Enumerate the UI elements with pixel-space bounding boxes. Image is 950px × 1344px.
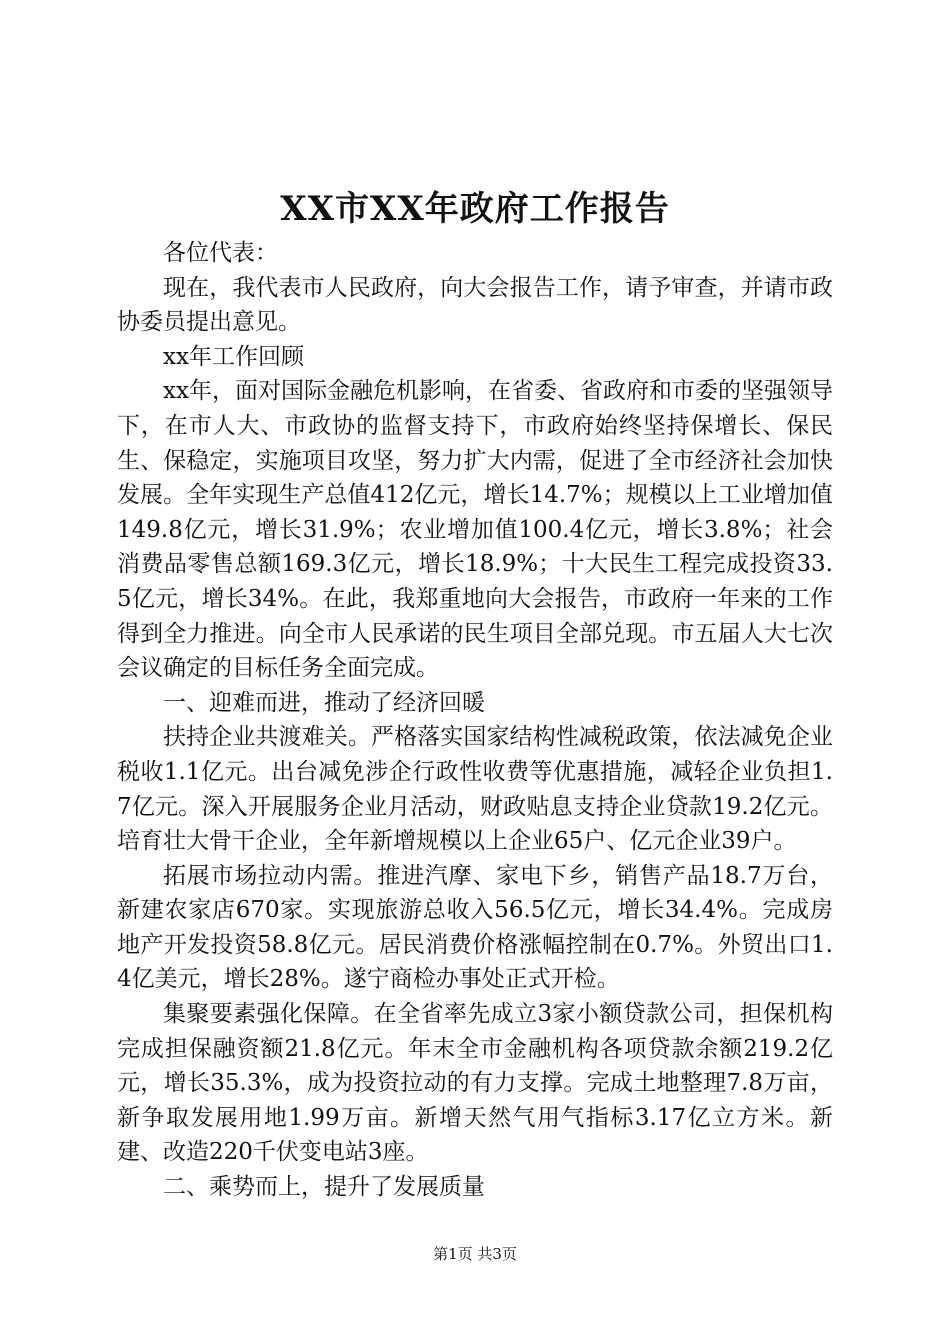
section-heading-one: 一、迎难而进，推动了经济回暖 — [163, 689, 485, 716]
paragraph-domestic-demand: 拓展市场拉动内需。推进汽摩、家电下乡，销售产品18.7万台，新建农家店670家。实现旅游总收入56.5亿元，增长34.4%。完成房地产开发投资58.8亿元。居民消费价格涨幅控制在0.7%。外贸出口1.4亿美元，增长28%。遂宁商检办事处正式开检。 — [117, 862, 833, 993]
paragraph-resource-guarantee: 集聚要素强化保障。在全省率先成立3家小额贷款公司，担保机构完成担保融资额21.8亿元。年末全市金融机构各项贷款余额219.2亿元，增长35.3%，成为投资拉动的有力支撑。完成土地整理7.8万亩，新争取发展用地1.99万亩。新增天然气用气指标3.17亿立方米。新建、改造220千伏变电站3座。 — [117, 1001, 833, 1166]
paragraph-intro: 现在，我代表市人民政府，向大会报告工作，请予审查，并请市政协委员提出意见。 — [117, 274, 833, 336]
section-heading-two: 二、乘势而上，提升了发展质量 — [163, 1174, 485, 1201]
document-body — [117, 236, 833, 1205]
section-heading-review: xx年工作回顾 — [163, 343, 304, 370]
paragraph-salutation: 各位代表： — [163, 240, 278, 266]
paragraph-summary: xx年，面对国际金融危机影响，在省委、省政府和市委的坚强领导下，在市人大、市政协的监督支持下，市政府始终坚持保增长、保民生、保稳定，实施项目攻坚，努力扩大内需，促进了全市经济社会加快发展。全年实现生产总值412亿元，增长14.7%；规模以上工业增加值149.8亿元，增长31.9%；农业增加值100.4亿元，增长3.8%；社会消费品零售总额169.3亿元，增长18.9%；十大民生工程完成投资33.5亿元，增长34%。在此，我郑重地向大会报告，市政府一年来的工作得到全力推进。向全市人民承诺的民生项目全部兑现。市五届人大七次会议确定的目标任务全面完成。 — [117, 378, 833, 682]
document-title: XX市XX年政府工作报告 — [280, 189, 670, 229]
page-number-footer: 第1页 共3页 — [433, 1245, 517, 1263]
paragraph-enterprise-support: 扶持企业共渡难关。严格落实国家结构性减税政策，依法减免企业税收1.1亿元。出台减免涉企行政性收费等优惠措施，减轻企业负担1.7亿元。深入开展服务企业月活动，财政贴息支持企业贷款19.2亿元。培育壮大骨干企业，全年新增规模以上企业65户、亿元企业39户。 — [117, 724, 833, 855]
